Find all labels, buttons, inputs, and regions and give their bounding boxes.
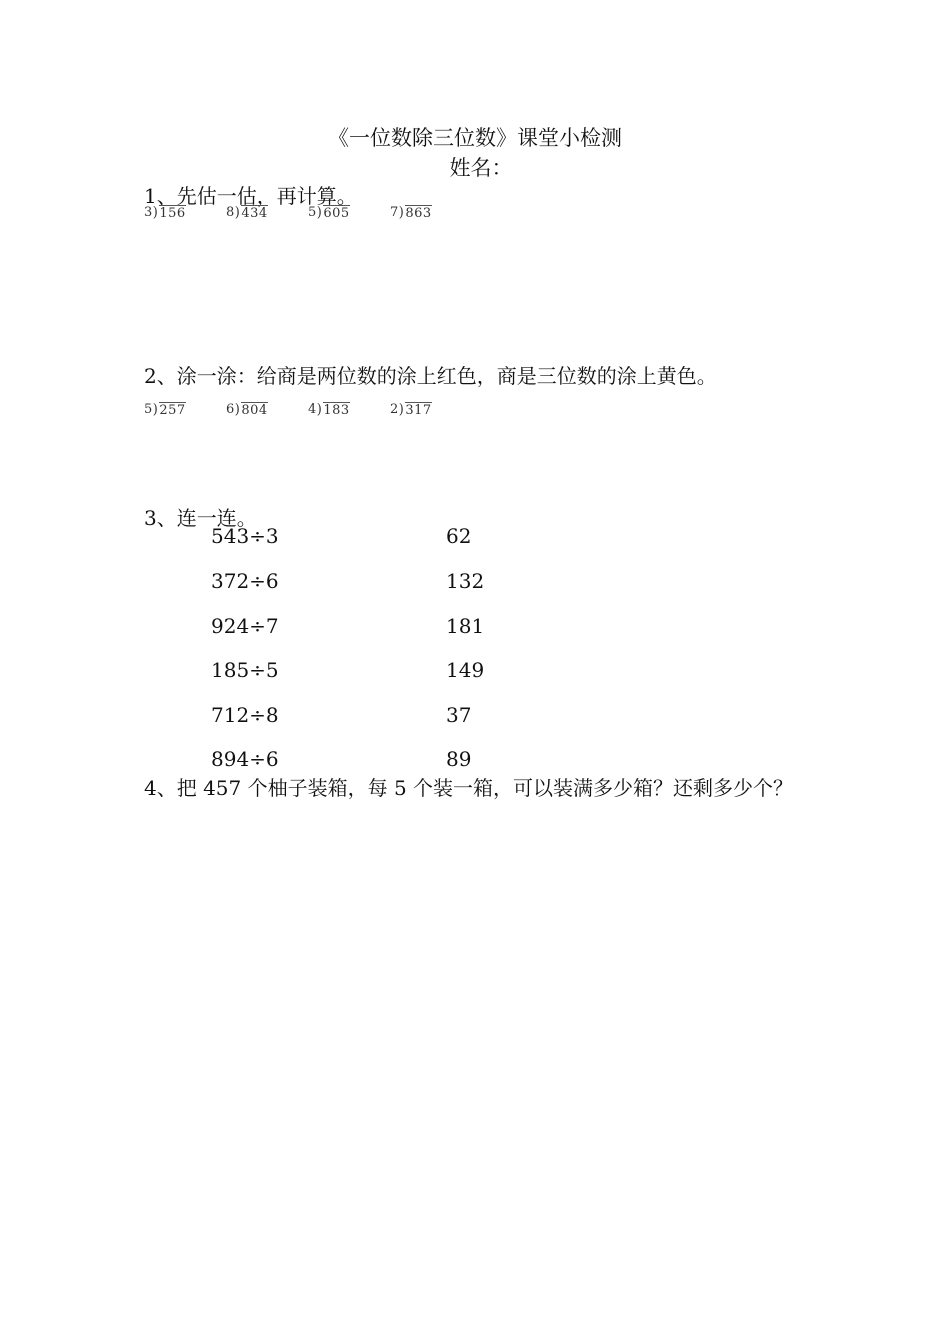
match-expression: 543÷3 — [211, 524, 279, 548]
dividend: 863 — [405, 206, 432, 221]
division-bracket: ) — [152, 204, 159, 221]
long-division-problem — [226, 205, 268, 220]
question-3-heading: 3、连一连。 — [144, 506, 257, 530]
long-division-problem — [144, 205, 186, 220]
dividend: 434 — [241, 206, 268, 221]
match-expression: 894÷6 — [211, 747, 279, 771]
division-bracket: ) — [316, 204, 323, 221]
division-bracket: ) — [398, 401, 405, 418]
match-expression: 185÷5 — [211, 658, 279, 682]
divisor: 6 — [226, 402, 235, 417]
match-expression: 924÷7 — [211, 614, 279, 638]
match-answer: 181 — [446, 614, 485, 638]
dividend: 804 — [241, 403, 268, 418]
dividend: 317 — [405, 403, 432, 418]
long-division-problem — [390, 402, 432, 417]
divisor: 5 — [308, 205, 317, 220]
divisor: 5 — [144, 402, 153, 417]
dividend: 156 — [159, 206, 186, 221]
match-answer: 132 — [446, 569, 485, 593]
long-division-problem — [226, 402, 268, 417]
divisor: 2 — [390, 402, 399, 417]
match-answer: 149 — [446, 658, 485, 682]
question-1-heading: 1、先估一估，再计算。 — [144, 184, 357, 208]
division-bracket: ) — [398, 204, 405, 221]
match-expression: 712÷8 — [211, 703, 279, 727]
divisor: 4 — [308, 402, 317, 417]
page-title: 《一位数除三位数》课堂小检测 — [328, 126, 622, 150]
long-division-problem — [144, 402, 186, 417]
divisor: 3 — [144, 205, 153, 220]
division-bracket: ) — [234, 401, 241, 418]
dividend: 257 — [159, 403, 186, 418]
division-bracket: ) — [152, 401, 159, 418]
division-bracket: ) — [316, 401, 323, 418]
match-answer: 37 — [446, 703, 472, 727]
question-4-heading: 4、把 457 个柚子装箱，每 5 个装一箱，可以装满多少箱？还剩多少个？ — [144, 776, 794, 800]
name-field-label — [0, 152, 950, 182]
long-division-problem — [308, 205, 350, 220]
long-division-problem — [308, 402, 350, 417]
question-2-heading: 2、涂一涂：给商是两位数的涂上红色，商是三位数的涂上黄色。 — [144, 364, 717, 388]
name-label: 姓名： — [449, 156, 513, 180]
match-answer: 62 — [446, 524, 472, 548]
divisor: 8 — [226, 205, 235, 220]
division-bracket: ) — [234, 204, 241, 221]
dividend: 605 — [323, 206, 350, 221]
match-expression: 372÷6 — [211, 569, 279, 593]
dividend: 183 — [323, 403, 350, 418]
match-answer: 89 — [446, 747, 472, 771]
long-division-problem — [390, 205, 432, 220]
divisor: 7 — [390, 205, 399, 220]
